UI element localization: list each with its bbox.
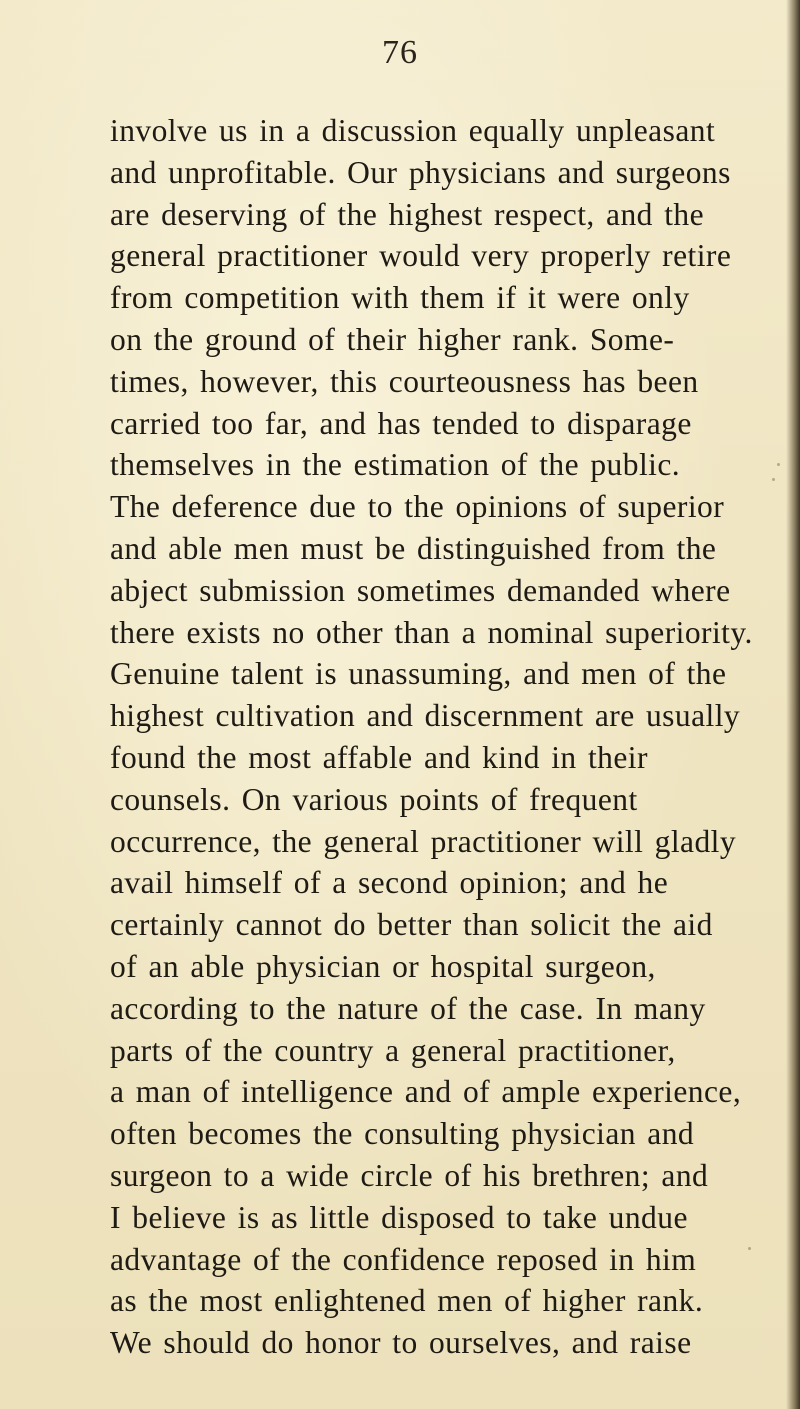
- text-line: We should do honor to ourselves, and raise: [110, 1325, 692, 1361]
- paper-speck: [777, 463, 780, 466]
- text-line: times, however, this courteousness has been: [110, 363, 699, 399]
- text-line: from competition with them if it were only: [110, 280, 690, 316]
- text-line: avail himself of a second opinion; and he: [110, 865, 669, 901]
- text-line: abject submission sometimes demanded where: [110, 572, 731, 608]
- text-line: parts of the country a general practitioner,: [110, 1032, 676, 1068]
- text-line: surgeon to a wide circle of his brethren; and: [110, 1157, 709, 1193]
- text-line: there exists no other than a nominal superiority.: [110, 614, 753, 650]
- text-line: advantage of the confidence reposed in him: [110, 1241, 697, 1277]
- text-line: The deference due to the opinions of superior: [110, 489, 725, 525]
- body-text: [110, 110, 795, 1364]
- text-line: involve us in a discussion equally unpleasant: [110, 113, 716, 148]
- text-line: often becomes the consulting physician and: [110, 1116, 695, 1152]
- text-line: are deserving of the highest respect, and the: [110, 196, 705, 232]
- text-line: counsels. On various points of frequent: [110, 781, 638, 817]
- text-line: themselves in the estimation of the public.: [110, 447, 681, 483]
- text-line: as the most enlightened men of higher rank.: [110, 1283, 704, 1319]
- text-line: on the ground of their higher rank. Some-: [110, 321, 675, 357]
- text-line: I believe is as little disposed to take undue: [110, 1199, 688, 1235]
- text-line: occurrence, the general practitioner will gladly: [110, 823, 737, 859]
- page-number: 76: [382, 34, 418, 71]
- text-line: a man of intelligence and of ample experience,: [110, 1074, 742, 1110]
- text-line: Genuine talent is unassuming, and men of the: [110, 656, 727, 692]
- text-line: and able men must be distinguished from the: [110, 530, 717, 566]
- text-line: and unprofitable. Our physicians and surgeons: [110, 154, 731, 190]
- paper-speck: [772, 478, 775, 481]
- text-line: certainly cannot do better than solicit the aid: [110, 907, 713, 943]
- text-line: highest cultivation and discernment are usually: [110, 698, 741, 734]
- text-line: of an able physician or hospital surgeon,: [110, 948, 656, 984]
- text-line: according to the nature of the case. In many: [110, 990, 706, 1026]
- text-line: general practitioner would very properly retire: [110, 238, 732, 274]
- text-line: found the most affable and kind in their: [110, 739, 648, 775]
- paper-speck: [748, 1247, 751, 1250]
- text-line: carried too far, and has tended to disparage: [110, 405, 692, 441]
